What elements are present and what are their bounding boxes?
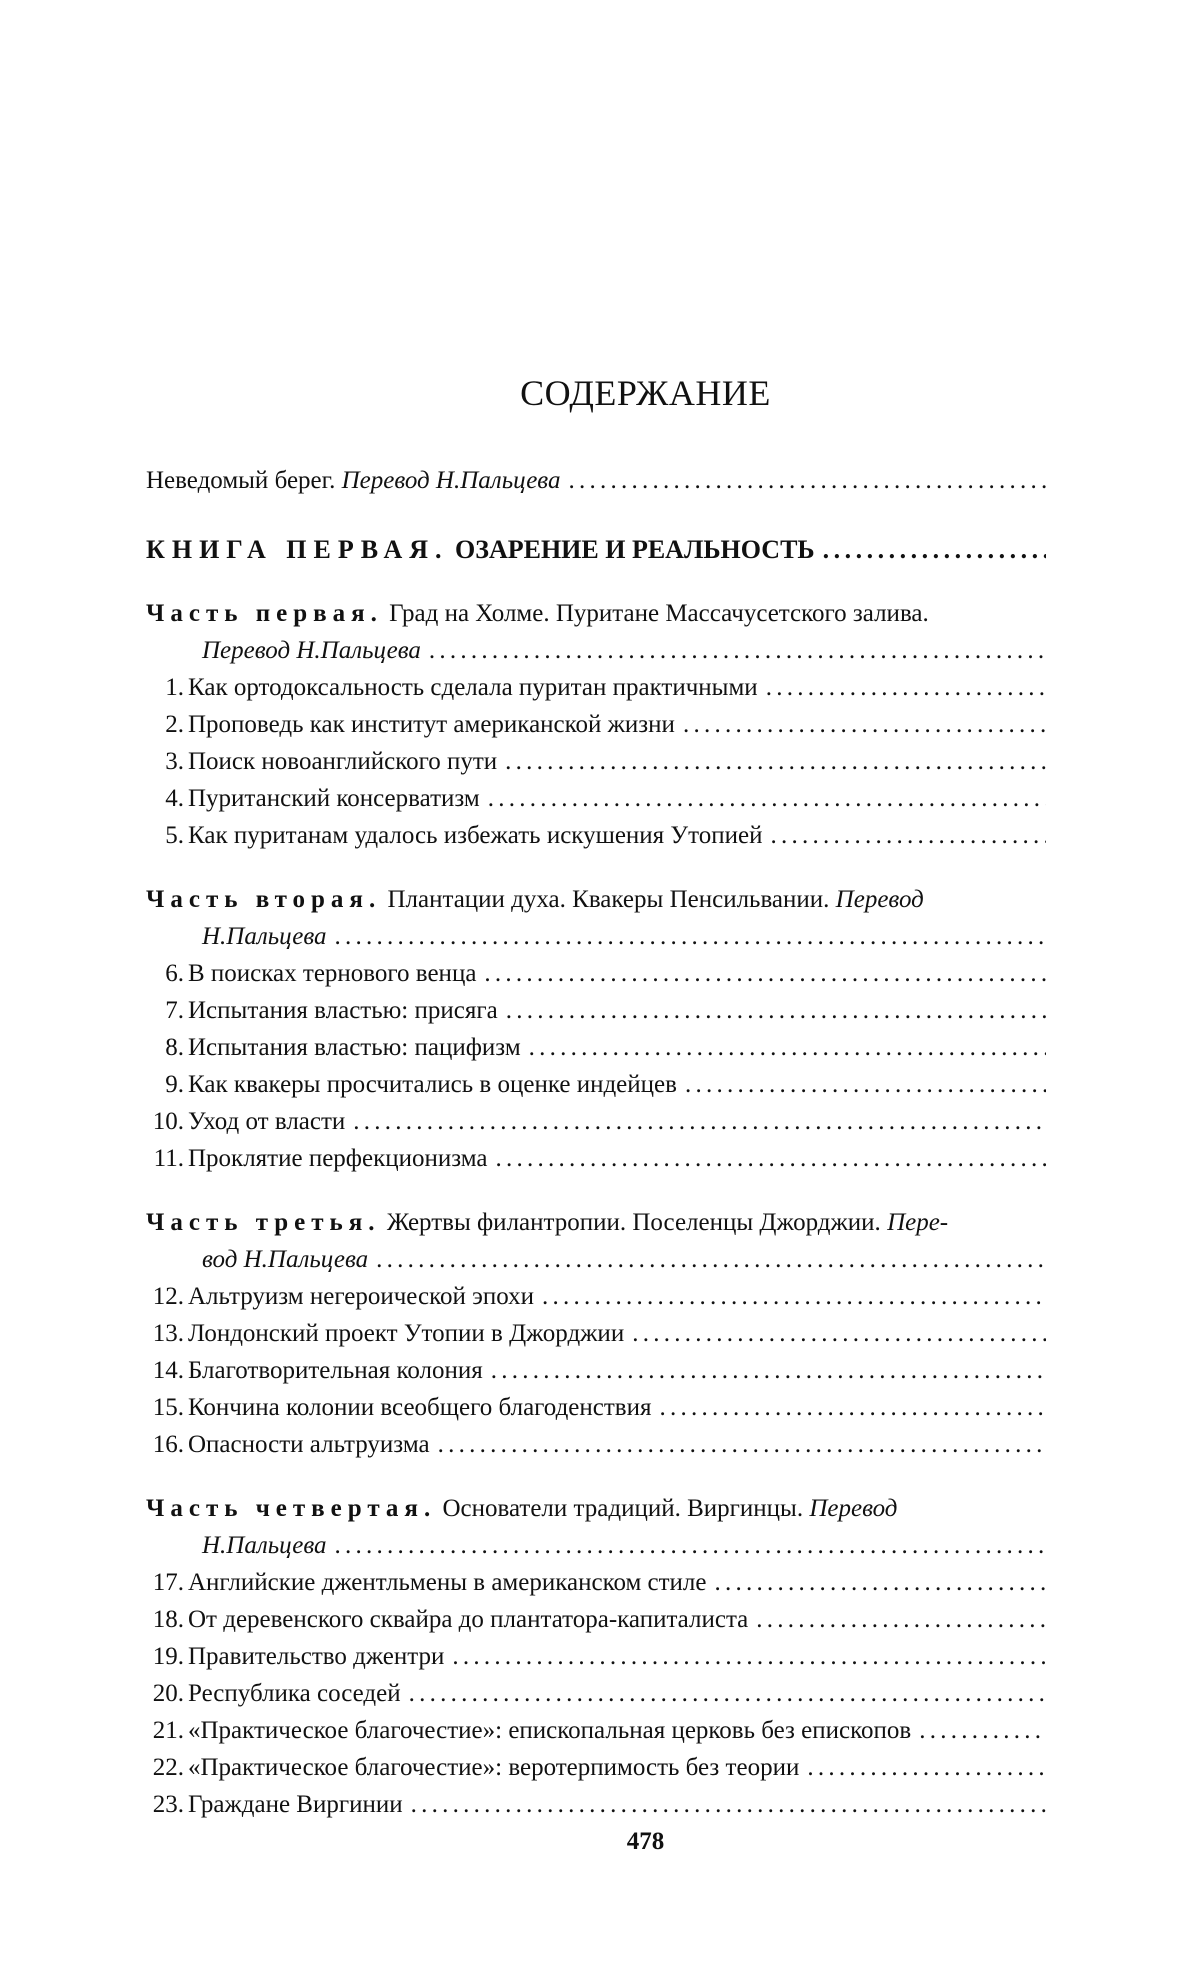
chapter-title: Английские джентльмены в американском стиле <box>188 1569 707 1596</box>
part-translator-line <box>146 632 1046 669</box>
leader-dots <box>411 1786 1046 1823</box>
chapter-title: Испытания властью: пацифизм <box>188 1034 521 1061</box>
chapter-number: 4. <box>165 785 184 812</box>
leader-dots <box>353 1103 1046 1140</box>
part-translator-line <box>146 918 1046 955</box>
part-section <box>146 881 1046 1177</box>
part-title: Основатели традиций. Виргинцы. <box>442 1495 804 1522</box>
chapter-title: Правительство джентри <box>188 1643 445 1670</box>
part-translator-line <box>146 1241 1046 1278</box>
chapter-number: 2. <box>165 711 184 738</box>
chapter-title: Опасности альтруизма <box>188 1431 430 1458</box>
chapter-entry <box>146 1426 1046 1463</box>
leader-dots <box>506 992 1046 1029</box>
part-section <box>146 1490 1046 1823</box>
part-spaced: Часть первая. <box>146 600 383 627</box>
chapter-title: Республика соседей <box>188 1680 401 1707</box>
chapter-entry <box>146 1712 1046 1749</box>
chapter-entry <box>146 1029 1046 1066</box>
part-heading <box>146 595 1046 632</box>
book-heading <box>146 531 1046 568</box>
chapter-title: Кончина колонии всеобщего благоденствия <box>188 1394 652 1421</box>
intro-label: Неведомый берег. <box>146 467 336 494</box>
leader-dots <box>823 531 1046 568</box>
part-spaced: Часть четвертая. <box>146 1495 437 1522</box>
chapter-entry <box>146 1389 1046 1426</box>
chapter-entry <box>146 743 1046 780</box>
part-spaced: Часть вторая. <box>146 886 382 913</box>
part-heading <box>146 1204 1046 1241</box>
chapter-number: 3. <box>165 748 184 775</box>
chapter-entry <box>146 1564 1046 1601</box>
leader-dots <box>770 817 1046 854</box>
part-translator-start: Перевод <box>835 886 924 913</box>
leader-dots <box>683 706 1046 743</box>
chapter-number: 5. <box>165 822 184 849</box>
chapter-entry <box>146 1140 1046 1177</box>
chapter-title: Поиск новоанглийского пути <box>188 748 498 775</box>
chapter-entry <box>146 706 1046 743</box>
part-heading <box>146 1490 1046 1527</box>
chapter-number: 11. <box>153 1145 184 1172</box>
leader-dots <box>335 1527 1046 1564</box>
chapter-number: 14. <box>152 1357 184 1384</box>
chapter-title: Как пуританам удалось избежать искушения Утопией <box>188 822 763 849</box>
chapter-entry <box>146 1315 1046 1352</box>
table-of-contents <box>146 462 1046 1823</box>
chapter-title: Проклятие перфекционизма <box>188 1145 488 1172</box>
chapter-number: 13. <box>152 1320 184 1347</box>
intro-translator: Перевод Н.Пальцева <box>341 467 561 494</box>
leader-dots <box>919 1712 1046 1749</box>
chapter-number: 15. <box>152 1394 184 1421</box>
chapter-entry <box>146 1601 1046 1638</box>
chapter-title: Благотворительная колония <box>188 1357 483 1384</box>
chapter-number: 1. <box>165 674 184 701</box>
leader-dots <box>376 1241 1046 1278</box>
intro-entry <box>146 462 1046 499</box>
chapter-title: Проповедь как институт американской жизни <box>188 711 675 738</box>
part-title: Град на Холме. Пуритане Массачусетского залива. <box>389 600 929 627</box>
parts-list <box>146 595 1046 1823</box>
leader-dots <box>766 669 1046 706</box>
chapter-entry <box>146 1749 1046 1786</box>
leader-dots <box>491 1352 1046 1389</box>
chapter-title: Как ортодоксальность сделала пуритан практичными <box>188 674 758 701</box>
chapter-number: 12. <box>152 1283 184 1310</box>
chapter-entry <box>146 1675 1046 1712</box>
chapter-entry <box>146 669 1046 706</box>
chapter-number: 6. <box>165 960 184 987</box>
part-translator-line <box>146 1527 1046 1564</box>
chapter-number: 19. <box>152 1643 184 1670</box>
chapter-title: В поисках тернового венца <box>188 960 477 987</box>
part-translator: Перевод Н.Пальцева <box>202 637 421 664</box>
page-number: 478 <box>626 1828 665 1855</box>
chapter-title: «Практическое благочестие»: епископальная церковь без епископов <box>188 1717 912 1744</box>
chapter-title: Граждане Виргинии <box>188 1791 403 1818</box>
part-translator: Н.Пальцева <box>202 1532 327 1559</box>
part-heading <box>146 881 1046 918</box>
leader-dots <box>505 743 1046 780</box>
leader-dots <box>409 1675 1046 1712</box>
chapter-number: 10. <box>152 1108 184 1135</box>
chapter-title: Как квакеры просчитались в оценке индейцев <box>188 1071 677 1098</box>
chapter-number: 22. <box>152 1754 184 1781</box>
part-section <box>146 1204 1046 1463</box>
chapter-title: «Практическое благочестие»: веротерпимость без теории <box>188 1754 800 1781</box>
leader-dots <box>632 1315 1046 1352</box>
book-label: ОЗАРЕНИЕ И РЕАЛЬНОСТЬ <box>455 535 815 564</box>
chapter-entry <box>146 1786 1046 1823</box>
leader-dots <box>715 1564 1046 1601</box>
chapter-entry <box>146 1103 1046 1140</box>
part-title: Плантации духа. Квакеры Пенсильвании. <box>387 886 830 913</box>
part-translator-start: Перевод <box>809 1495 898 1522</box>
chapter-entry <box>146 780 1046 817</box>
chapter-number: 8. <box>165 1034 184 1061</box>
leader-dots <box>756 1601 1046 1638</box>
chapter-entry <box>146 955 1046 992</box>
chapter-number: 21. <box>152 1717 184 1744</box>
leader-dots <box>685 1066 1046 1103</box>
leader-dots <box>484 955 1046 992</box>
leader-dots <box>542 1278 1046 1315</box>
leader-dots <box>568 462 1046 499</box>
leader-dots <box>335 918 1046 955</box>
chapter-number: 16. <box>152 1431 184 1458</box>
chapter-entry <box>146 1278 1046 1315</box>
leader-dots <box>488 780 1046 817</box>
chapter-number: 17. <box>152 1569 184 1596</box>
book-spaced: КНИГА ПЕРВАЯ. <box>146 535 449 564</box>
part-translator: Н.Пальцева <box>202 923 327 950</box>
leader-dots <box>529 1029 1046 1066</box>
chapter-entry <box>146 817 1046 854</box>
chapter-number: 7. <box>165 997 184 1024</box>
leader-dots <box>452 1638 1046 1675</box>
leader-dots <box>438 1426 1046 1463</box>
leader-dots <box>659 1389 1046 1426</box>
chapter-title: Пуританский консерватизм <box>188 785 480 812</box>
chapter-entry <box>146 1066 1046 1103</box>
part-translator: вод Н.Пальцева <box>202 1246 369 1273</box>
part-title: Жертвы филантропии. Поселенцы Джорджии. <box>386 1209 881 1236</box>
page-title: СОДЕРЖАНИЕ <box>520 373 771 413</box>
chapter-title: Уход от власти <box>188 1108 346 1135</box>
chapter-title: Испытания властью: присяга <box>188 997 498 1024</box>
part-translator-start: Пере- <box>887 1209 949 1236</box>
chapter-number: 18. <box>152 1606 184 1633</box>
leader-dots <box>496 1140 1046 1177</box>
leader-dots <box>807 1749 1046 1786</box>
part-spaced: Часть третья. <box>146 1209 381 1236</box>
chapter-title: От деревенского сквайра до плантатора-капиталиста <box>188 1606 749 1633</box>
chapter-entry <box>146 1352 1046 1389</box>
leader-dots <box>429 632 1046 669</box>
chapter-title: Альтруизм негероической эпохи <box>188 1283 534 1310</box>
chapter-number: 9. <box>165 1071 184 1098</box>
chapter-entry <box>146 992 1046 1029</box>
chapter-number: 23. <box>152 1791 184 1818</box>
chapter-number: 20. <box>152 1680 184 1707</box>
part-section <box>146 595 1046 854</box>
chapter-title: Лондонский проект Утопии в Джорджии <box>188 1320 625 1347</box>
chapter-entry <box>146 1638 1046 1675</box>
